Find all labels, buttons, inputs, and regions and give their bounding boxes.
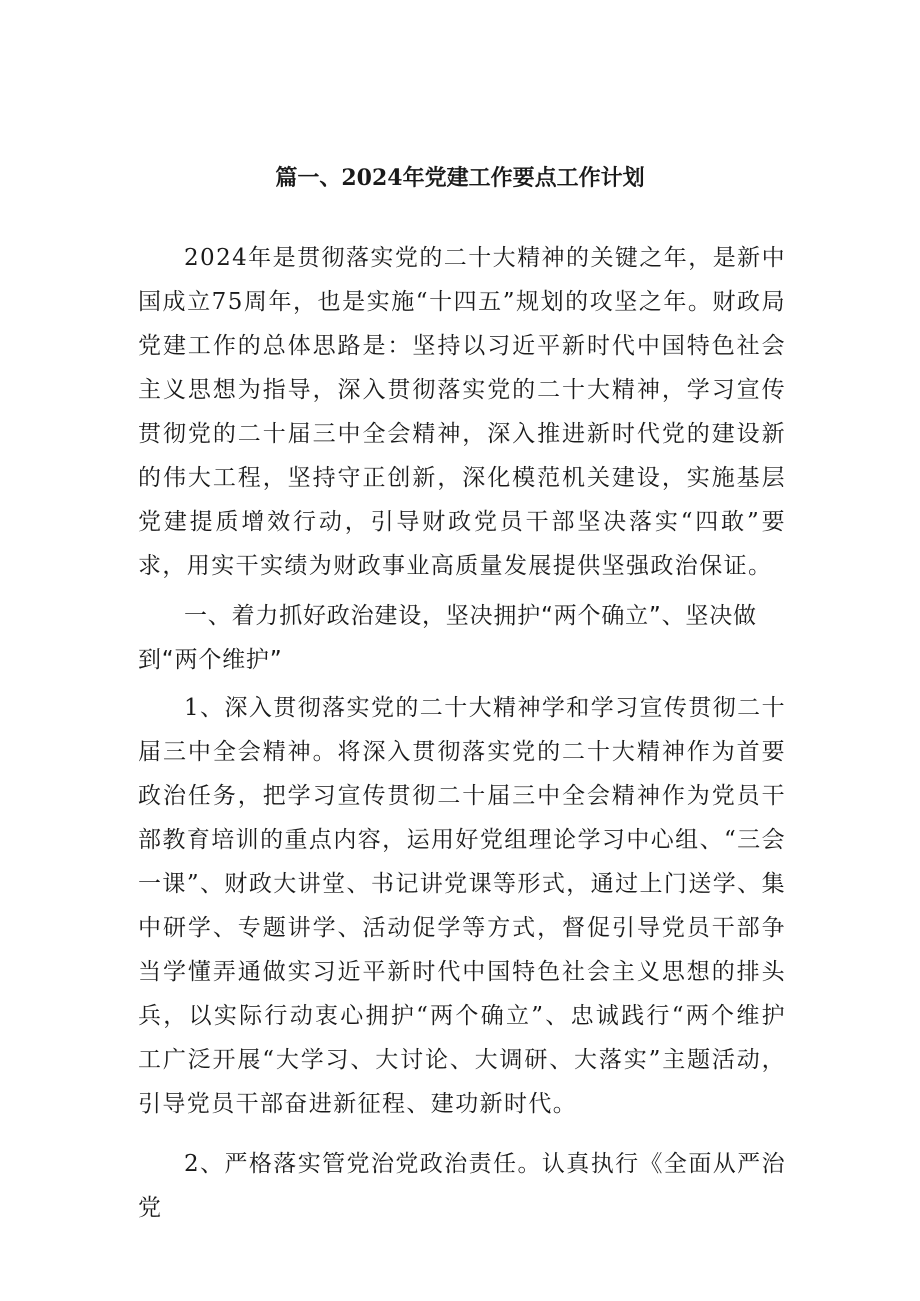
intro-paragraph: 2024年是贯彻落实党的二十大精神的关键之年，是新中国成立75周年，也是实施“十四五”规划的攻坚之年。财政局党建工作的总体思路是：坚持以习近平新时代中国特色社会主义思想为指导，深入贯彻落实党的二十大精神，学习宣传贯彻党的二十届三中全会精神，深入推进新时代党的建设新的伟大工程，坚持守正创新，深化模范机关建设，实施基层党建提质增效行动，引导财政党员干部坚决落实“四敢”要求，用实干实绩为财政事业高质量发展提供坚强政治保证。	[138, 245, 786, 579]
section-one-heading: 一、着力抓好政治建设，坚决拥护“两个确立”、坚决做到“两个维护”	[138, 603, 757, 673]
document-title: 篇一、2024年党建工作要点工作计划	[275, 165, 645, 191]
section-one-item-2: 2、严格落实管党治党政治责任。认真执行《全面从严治党	[138, 1151, 786, 1221]
section-one-item-1: 1、深入贯彻落实党的二十大精神学和学习宣传贯彻二十届三中全会精神。将深入贯彻落实党的二十大精神作为首要政治任务，把学习宣传贯彻二十届三中全会精神作为党员干部教育培训的重点内容，运用好党组理论学习中心组、“三会一课”、财政大讲堂、书记讲党课等形式，通过上门送学、集中研学、专题讲学、活动促学等方式，督促引导党员干部争当学懂弄通做实习近平新时代中国特色社会主义思想的排头兵，以实际行动衷心拥护“两个确立”、忠诚践行“两个维护工广泛开展“大学习、大讨论、大调研、大落实”主题活动，引导党员干部奋进新征程、建功新时代。	[138, 695, 786, 1117]
document-body	[138, 236, 786, 1230]
